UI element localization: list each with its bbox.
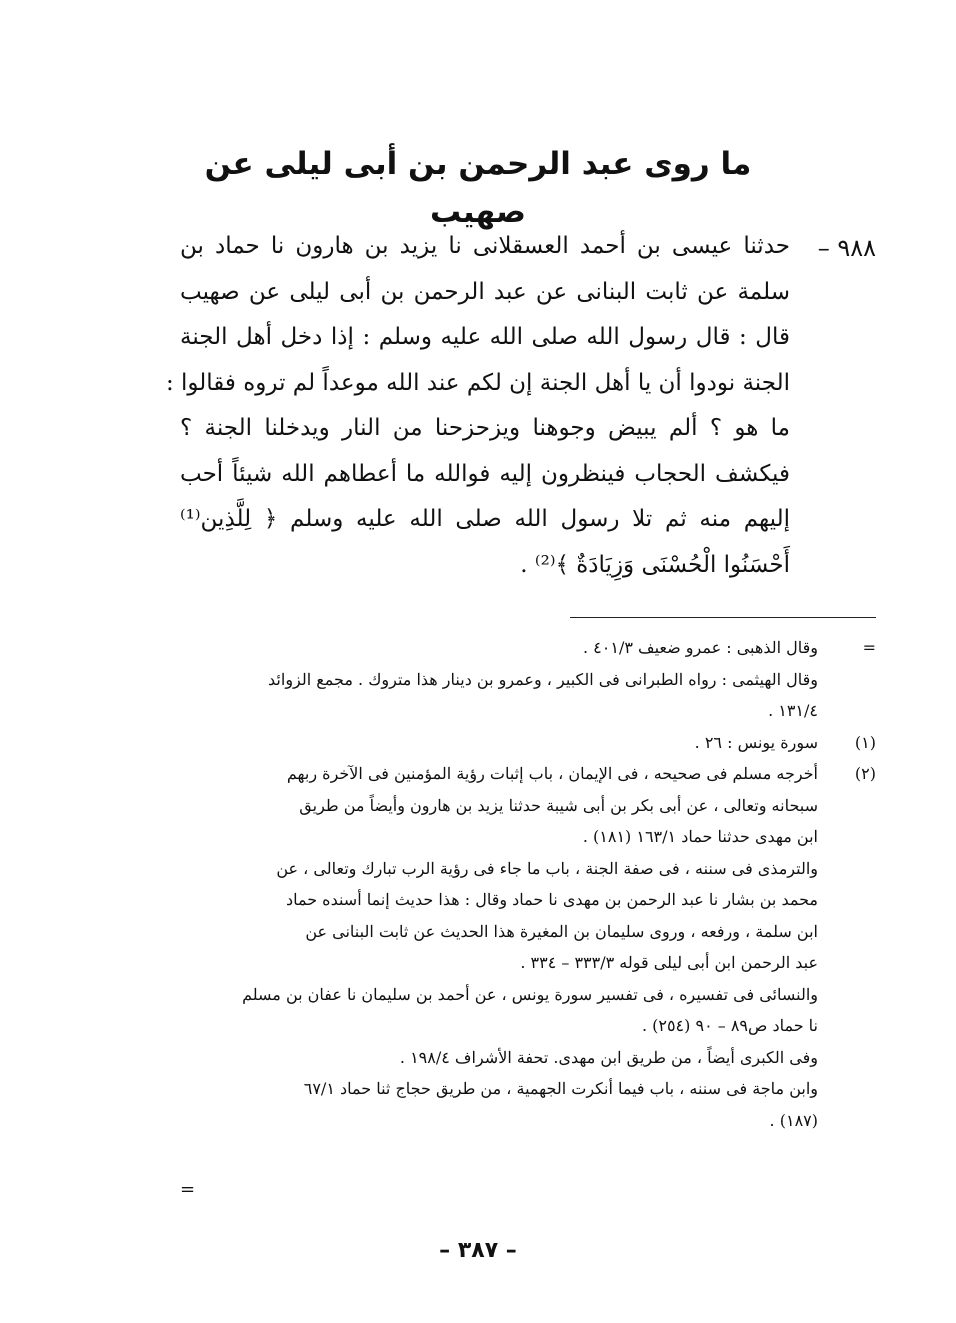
footnote-line: وقال الذهبى : عمرو ضعيف ٤٠١/٣ .: [583, 638, 818, 657]
section-title: ما روى عبد الرحمن بن أبى ليلى عن صهيب: [204, 146, 752, 230]
footnote-continued: [180, 632, 876, 727]
footnote-line: محمد بن بشار نا عبد الرحمن بن مهدى نا حماد وقال : هذا حديث إنما أسنده حماد: [285, 890, 818, 909]
hadith-line: سلمة عن ثابت البنانى عن عبد الرحمن بن أبى ليلى عن صهيب: [180, 278, 790, 305]
hadith-line: قال : قال رسول الله صلى الله عليه وسلم : إذا دخل أهل الجنة: [180, 324, 790, 350]
hadith-line: إليهم منه ثم تلا رسول الله صلى الله عليه وسلم ﴿ لِلَّذِين⁽¹⁾: [180, 506, 790, 532]
hadith-line: فيكشف الحجاب فينظرون إليه فوالله ما أعطاهم الله شيئاً أحب: [180, 460, 790, 487]
hadith-text: [165, 224, 790, 588]
footnote-marker: =: [862, 638, 876, 657]
footnote-line: وقال الهيثمى : رواه الطبرانى فى الكبير ، وعمرو بن دينار هذا متروك . مجمع الزوائد: [268, 669, 818, 689]
footnote-text: [180, 632, 818, 727]
footnote-separator: [570, 617, 876, 618]
footnote-line: والترمذى فى سننه ، فى صفة الجنة ، باب ما جاء فى رؤية الرب تبارك وتعالى ، عن: [276, 858, 818, 878]
footnote-marker: (٢): [854, 764, 876, 783]
hadith-line: حدثنا عيسى بن أحمد العسقلانى نا يزيد بن هارون نا حماد بن: [180, 233, 790, 259]
hadith-line: ما هو ؟ ألم يبيض وجوهنا ويزحزحنا من النار ويدخلنا الجنة ؟: [180, 415, 790, 441]
footnote-line: نا حماد ص٨٩ – ٩٠ (٢٥٤) .: [641, 1016, 818, 1035]
continuation-mark: =: [180, 1179, 196, 1200]
footnote-line: سبحانه وتعالى ، عن أبى بكر بن أبى شيبة حدثنا يزيد بن هارون وأيضاً من طريق: [299, 795, 818, 815]
footnotes: [180, 632, 876, 1136]
footnote-text: [180, 758, 818, 1136]
footnote-1: [180, 727, 876, 759]
footnote-line: (١٨٧) .: [769, 1110, 818, 1130]
footnote-line: ابن مهدى حدثنا حماد ١٦٣/١ (١٨١) .: [582, 827, 818, 846]
hadith-line: أَحْسَنُوا الْحُسْنَى وَزِيَادَةٌ ﴾⁽²⁾ .: [520, 551, 790, 578]
footnote-line: أخرجه مسلم فى صحيحه ، فى الإيمان ، باب إثبات رؤية المؤمنين فى الآخرة ربهم: [286, 764, 818, 783]
footnote-line: عبد الرحمن ابن أبى ليلى قوله ٣٣٣/٣ – ٣٣٤ .: [520, 953, 818, 972]
footnote-line: وابن ماجة فى سننه ، باب فيما أنكرت الجهمية ، من طريق حجاج ثنا حماد ٦٧/١: [303, 1079, 818, 1098]
footnote-line: والنسائى فى تفسيره ، فى تفسير سورة يونس ، عن أحمد بن سليمان نا عفان بن مسلم: [242, 984, 818, 1004]
footnote-marker: (١): [854, 732, 876, 752]
page-number: – ٣٨٧ –: [439, 1238, 517, 1263]
footnote-line: ١٣١/٤ .: [768, 701, 818, 720]
hadith-number: ٩٨٨ –: [817, 234, 876, 262]
footnote-text: [180, 727, 818, 759]
footnote-line: ابن سلمة ، ورفعه ، وروى سليمان بن المغيرة هذا الحديث عن ثابت البنانى عن: [305, 921, 818, 941]
hadith-block: [165, 224, 876, 588]
hadith-line: الجنة نودوا أن يا أهل الجنة إن لكم عند الله موعداً لم تروه فقالوا :: [165, 369, 790, 396]
footnote-line: وفى الكبرى أيضاً ، من طريق ابن مهدى. تحفة الأشراف ١٩٨/٤ .: [399, 1047, 818, 1067]
footnote-2: [180, 758, 876, 1136]
footnote-line: سورة يونس : ٢٦ .: [694, 732, 818, 752]
